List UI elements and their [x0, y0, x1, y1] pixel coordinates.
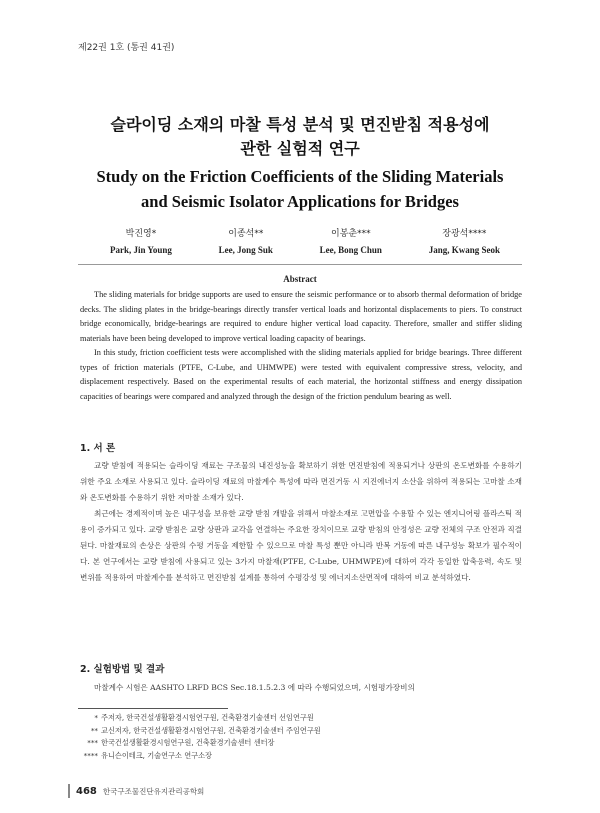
- page-number: 468: [76, 785, 97, 797]
- footnote-4-mark: ****: [83, 750, 98, 760]
- author-2-korean-name: 이종석**: [228, 229, 264, 239]
- title-divider: [78, 264, 522, 265]
- author-2: [219, 226, 273, 258]
- footnotes: [80, 712, 321, 762]
- author-1-english-name: Park, Jin Young: [110, 245, 172, 255]
- abstract-paragraph-1: The sliding materials for bridge supports are used to ensure the seismic performance or to absorb thermal deformation of bridge decks. The sliding plates in the bridge-bearings directly transfer vertical loads and horizontal displacements to piers. To construct bridge economically, bridge-bearings are required to endure higher vertical load capacity. Therefore, smaller and stiffer sliding materials have been being developed to improve vertical loading capacity of bearings.: [80, 290, 522, 343]
- section-1-heading: 1. 서 론: [80, 443, 116, 454]
- author-1: [110, 226, 172, 258]
- abstract-body: [80, 288, 522, 404]
- issue-header: 제22권 1호 (통권 41권): [78, 43, 175, 53]
- section-1-body: [80, 458, 522, 586]
- korean-title-line-1: 슬라이딩 소재의 마찰 특성 분석 및 면진받침 적용성에: [110, 115, 490, 134]
- footnote-2: [80, 725, 321, 738]
- footnote-3-text: 한국건설생활환경시험연구원, 건축환경기술센터 센터장: [101, 738, 275, 747]
- page-footer: [68, 784, 204, 798]
- footnote-2-text: 교신저자, 한국건설생활환경시험연구원, 건축환경기술센터 주임연구원: [101, 725, 321, 735]
- section-2-body: [80, 680, 522, 696]
- footnote-3: [80, 737, 321, 750]
- author-2-english-name: Lee, Jong Suk: [218, 245, 273, 255]
- section-1-paragraph-1: 교량 받침에 적용되는 슬라이딩 재료는 구조물의 내진성능을 확보하기 위한 면진받침에 적용되거나 상판의 온도변화를 수용하기 위한 주요 소재로 사용되고 있다. 슬라이딩 재료의 마찰계수 특성에 따라 면진거동 시 지진에너지 소산을 위하여 적용되는 고마찰 소재와 온도변화를 수용하기 위한 저마찰 소재가 있다.: [80, 461, 522, 502]
- footnote-1: [80, 712, 321, 725]
- author-3: [320, 226, 382, 258]
- english-title-line-1: Study on the Friction Coefficients of the Sliding Materials: [96, 167, 504, 186]
- footnote-4: [80, 750, 321, 763]
- author-4: [429, 226, 500, 258]
- section-2-heading: 2. 실험방법 및 결과: [80, 664, 165, 675]
- author-4-korean-name: 장광석****: [442, 229, 487, 239]
- footnote-2-mark: **: [90, 725, 98, 735]
- author-list: [110, 226, 500, 258]
- footnote-4-text: 유니슨이테크, 기술연구소 연구소장: [101, 750, 213, 760]
- footnote-divider: [78, 708, 228, 709]
- author-4-english-name: Jang, Kwang Seok: [428, 245, 500, 255]
- author-1-korean-name: 박진영*: [125, 229, 157, 239]
- abstract-heading: Abstract: [283, 274, 317, 284]
- journal-name: 한국구조물진단유지관리공학회: [102, 786, 205, 796]
- abstract-paragraph-2: In this study, friction coefficient tests were accomplished with the sliding materials applied for bridge bearings. Three different types of friction materials (PTFE, C-Lube, and UHMWPE) were tested with equivalent compressive stress, velocity, and displacement respectively. Based on the experimental results of each material, the horizontal stiffness and energy dissipation capacities of bearings were compared and analyzed through the design of the friction pendulum bearing as well.: [80, 348, 522, 401]
- footnote-1-mark: *: [94, 713, 98, 722]
- footnote-3-mark: ***: [87, 738, 98, 747]
- korean-title-line-2: 관한 실험적 연구: [240, 139, 360, 158]
- section-1-paragraph-2: 최근에는 경제적이며 높은 내구성을 보유한 교량 받침 개발을 위해서 마찰소재로 고면압을 수용할 수 있는 엔지니어링 플라스틱 적용이 증가되고 있다. 교량 받침은 교량 상판과 교각을 연결하는 주요한 장치이므로 교량 받침의 안정성은 교량 전체의 구조 안전과 직결된다. 마찰재료의 손상은 상판의 수평 거동을 제한할 수 있으므로 마찰 특성 뿐만 아니라 반복 거동에 따른 내구성능 확보가 필수적이다. 본 연구에서는 교량 받침에 사용되고 있는 3가지 마찰재(PTFE, C-Lube, UHMWPE)에 대하여 각각 동일한 압축응력, 속도 및 변위를 적용하여 마찰계수를 분석하고 면진받침 설계를 통하여 수평강성 및 에너지소산면적에 대하여 비교 분석하였다.: [80, 509, 522, 582]
- english-title-line-2: and Seismic Isolator Applications for Bridges: [141, 192, 459, 211]
- author-3-korean-name: 이봉춘***: [331, 229, 371, 239]
- footnote-1-text: 주저자, 한국건설생활환경시험연구원, 건축환경기술센터 선임연구원: [101, 713, 314, 722]
- author-3-english-name: Lee, Bong Chun: [319, 245, 382, 255]
- section-2-paragraph-1: 마찰계수 시험은 AASHTO LRFD BCS Sec.18.1.5.2.3 에 따라 수행되었으며, 시험평가장비의: [94, 683, 415, 692]
- footer-bar: [68, 784, 70, 798]
